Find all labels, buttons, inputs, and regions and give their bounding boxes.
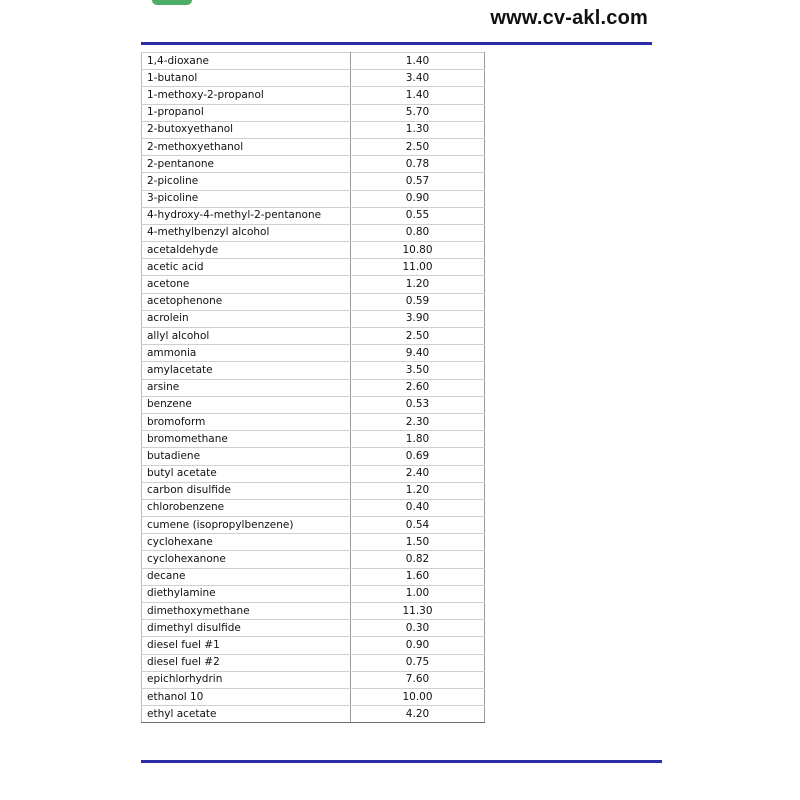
compound-value-cell: 2.30	[351, 413, 485, 430]
table-row	[142, 310, 485, 327]
compound-value-cell: 4.20	[351, 706, 485, 723]
header-rule	[141, 42, 652, 45]
table-row	[142, 499, 485, 516]
table-row	[142, 654, 485, 671]
compound-value-cell: 1.50	[351, 534, 485, 551]
compound-value-cell: 11.30	[351, 603, 485, 620]
compound-name-cell: diesel fuel #1	[142, 637, 351, 654]
table-row	[142, 431, 485, 448]
compound-name-cell: 4-methylbenzyl alcohol	[142, 224, 351, 241]
compound-name-cell: ammonia	[142, 345, 351, 362]
compound-value-cell: 2.50	[351, 328, 485, 345]
compound-name-cell: amylacetate	[142, 362, 351, 379]
compound-name-cell: acetic acid	[142, 259, 351, 276]
table-row	[142, 362, 485, 379]
compound-value-cell: 0.40	[351, 499, 485, 516]
table-row	[142, 53, 485, 70]
table-row	[142, 585, 485, 602]
compound-name-cell: cyclohexanone	[142, 551, 351, 568]
table-row	[142, 637, 485, 654]
compound-value-cell: 1.20	[351, 482, 485, 499]
footer-rule	[141, 760, 662, 763]
compound-value-cell: 0.30	[351, 620, 485, 637]
table-row	[142, 87, 485, 104]
compound-value-cell: 9.40	[351, 345, 485, 362]
compound-name-cell: 2-picoline	[142, 173, 351, 190]
table-row	[142, 328, 485, 345]
table-body	[142, 53, 485, 723]
table-row	[142, 551, 485, 568]
compound-value-cell: 1.00	[351, 585, 485, 602]
table-row	[142, 345, 485, 362]
table-row	[142, 224, 485, 241]
compound-name-cell: 1-methoxy-2-propanol	[142, 87, 351, 104]
table-row	[142, 70, 485, 87]
compound-name-cell: 4-hydroxy-4-methyl-2-pentanone	[142, 207, 351, 224]
table-row	[142, 568, 485, 585]
table-row	[142, 603, 485, 620]
compound-value-cell: 2.40	[351, 465, 485, 482]
compound-name-cell: 1,4-dioxane	[142, 53, 351, 70]
compound-name-cell: 1-propanol	[142, 104, 351, 121]
compound-name-cell: 2-methoxyethanol	[142, 138, 351, 155]
compound-name-cell: cumene (isopropylbenzene)	[142, 517, 351, 534]
compound-value-cell: 0.69	[351, 448, 485, 465]
table-row	[142, 276, 485, 293]
compound-value-cell: 0.59	[351, 293, 485, 310]
compound-name-cell: dimethyl disulfide	[142, 620, 351, 637]
compound-value-cell: 3.40	[351, 70, 485, 87]
compound-name-cell: 1-butanol	[142, 70, 351, 87]
compound-name-cell: bromomethane	[142, 431, 351, 448]
compound-value-cell: 3.50	[351, 362, 485, 379]
compound-name-cell: epichlorhydrin	[142, 671, 351, 688]
table-row	[142, 517, 485, 534]
compound-name-cell: diesel fuel #2	[142, 654, 351, 671]
compound-value-cell: 0.54	[351, 517, 485, 534]
compound-name-cell: arsine	[142, 379, 351, 396]
table-row	[142, 482, 485, 499]
compound-value-cell: 1.40	[351, 87, 485, 104]
compound-name-cell: 3-picoline	[142, 190, 351, 207]
compound-name-cell: chlorobenzene	[142, 499, 351, 516]
table-row	[142, 259, 485, 276]
compound-value-cell: 0.80	[351, 224, 485, 241]
table-row	[142, 413, 485, 430]
compound-name-cell: ethyl acetate	[142, 706, 351, 723]
compound-name-cell: carbon disulfide	[142, 482, 351, 499]
compound-name-cell: diethylamine	[142, 585, 351, 602]
compound-value-cell: 0.90	[351, 190, 485, 207]
compound-table	[141, 52, 485, 723]
table-row	[142, 104, 485, 121]
table-row	[142, 448, 485, 465]
compound-value-cell: 1.20	[351, 276, 485, 293]
table-row	[142, 293, 485, 310]
compound-value-cell: 1.40	[351, 53, 485, 70]
compound-value-cell: 1.80	[351, 431, 485, 448]
compound-name-cell: 2-butoxyethanol	[142, 121, 351, 138]
compound-value-cell: 10.80	[351, 242, 485, 259]
table-row	[142, 379, 485, 396]
compound-value-cell: 0.53	[351, 396, 485, 413]
table-row	[142, 207, 485, 224]
compound-value-cell: 0.78	[351, 156, 485, 173]
table-row	[142, 138, 485, 155]
compound-value-cell: 1.60	[351, 568, 485, 585]
compound-name-cell: decane	[142, 568, 351, 585]
compound-name-cell: acetone	[142, 276, 351, 293]
table-row	[142, 688, 485, 705]
compound-value-cell: 7.60	[351, 671, 485, 688]
table-row	[142, 121, 485, 138]
compound-name-cell: dimethoxymethane	[142, 603, 351, 620]
compound-name-cell: benzene	[142, 396, 351, 413]
table-row	[142, 534, 485, 551]
site-url: www.cv-akl.com	[490, 7, 648, 29]
table-row	[142, 156, 485, 173]
compound-name-cell: butadiene	[142, 448, 351, 465]
table-row	[142, 620, 485, 637]
compound-name-cell: allyl alcohol	[142, 328, 351, 345]
compound-name-cell: acrolein	[142, 310, 351, 327]
table-row	[142, 190, 485, 207]
compound-name-cell: acetophenone	[142, 293, 351, 310]
compound-value-cell: 1.30	[351, 121, 485, 138]
compound-name-cell: cyclohexane	[142, 534, 351, 551]
compound-name-cell: acetaldehyde	[142, 242, 351, 259]
compound-value-cell: 10.00	[351, 688, 485, 705]
table-row	[142, 173, 485, 190]
table-row	[142, 242, 485, 259]
compound-value-cell: 0.90	[351, 637, 485, 654]
table-row	[142, 671, 485, 688]
compound-value-cell: 0.82	[351, 551, 485, 568]
compound-name-cell: 2-pentanone	[142, 156, 351, 173]
compound-value-cell: 2.50	[351, 138, 485, 155]
compound-name-cell: butyl acetate	[142, 465, 351, 482]
compound-value-cell: 3.90	[351, 310, 485, 327]
compound-name-cell: ethanol 10	[142, 688, 351, 705]
compound-value-cell: 11.00	[351, 259, 485, 276]
compound-name-cell: bromoform	[142, 413, 351, 430]
table-row	[142, 465, 485, 482]
compound-value-cell: 0.75	[351, 654, 485, 671]
table-row	[142, 706, 485, 723]
compound-value-cell: 2.60	[351, 379, 485, 396]
compound-value-cell: 0.57	[351, 173, 485, 190]
compound-value-cell: 5.70	[351, 104, 485, 121]
compound-value-cell: 0.55	[351, 207, 485, 224]
table-row	[142, 396, 485, 413]
leaf-logo-icon	[152, 0, 192, 5]
